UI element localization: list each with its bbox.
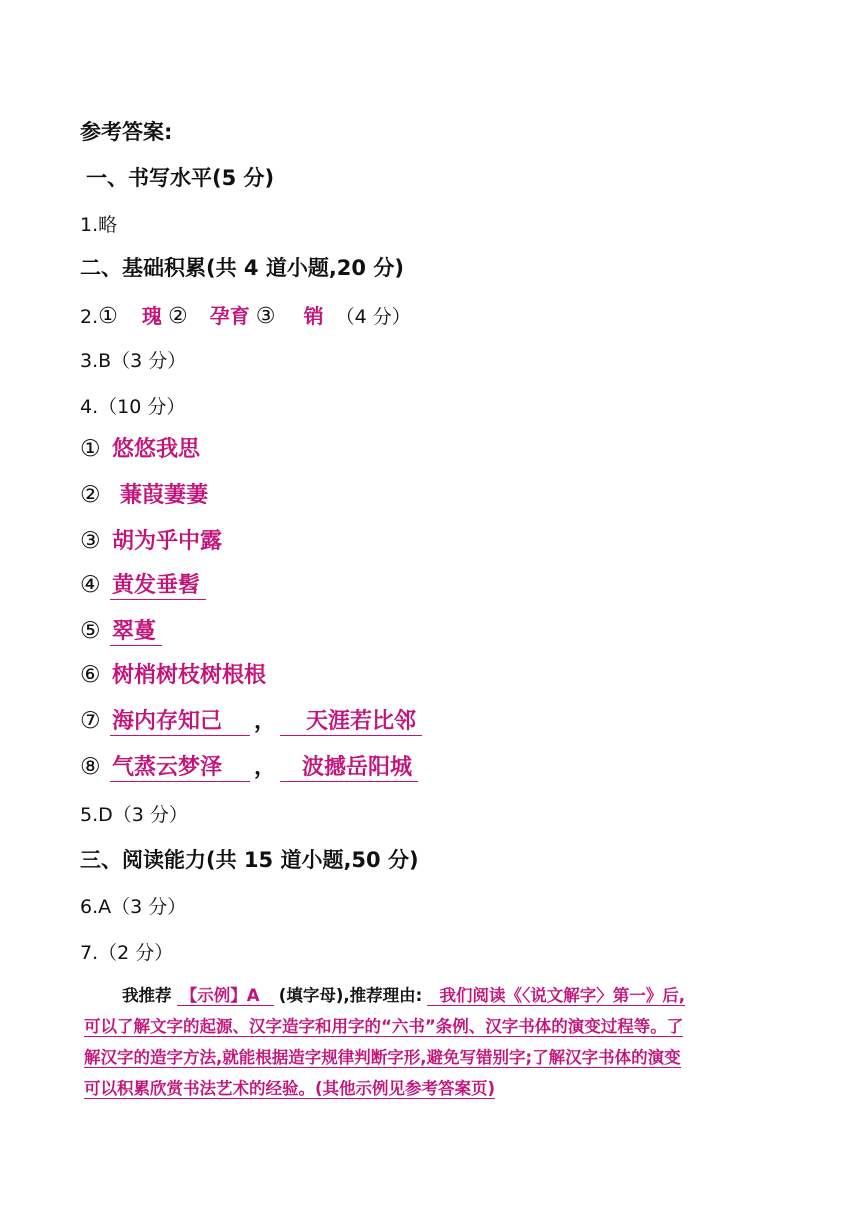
q4-item-7: [80, 704, 422, 735]
circle-mark: ②: [80, 482, 101, 508]
q4-pair-second: 波撼岳阳城: [280, 755, 418, 782]
q2-prefix: 2.: [80, 306, 99, 328]
q4-pair-sep: ，: [254, 755, 277, 780]
q7-answer-paragraph: [84, 980, 694, 1104]
q4-item-6: [80, 658, 272, 689]
circle-mark: ①: [80, 436, 101, 462]
q6-answer: 6.A（3 分）: [80, 896, 187, 918]
q5-answer: 5.D（3 分）: [80, 804, 188, 826]
q4-item-1: [80, 432, 206, 463]
q4-item-2: [80, 478, 214, 509]
q4-item-text: 蒹葭萋萋: [120, 483, 209, 508]
q7-fill-note: (填字母),推荐理由:: [278, 986, 423, 1005]
q2-mark1: ①: [98, 304, 118, 329]
q4-item-text: 悠悠我思: [112, 437, 201, 462]
q4-item-text: 胡为乎中露: [112, 529, 223, 554]
q4-item-text: 黄发垂髫: [110, 573, 206, 600]
circle-mark: ⑥: [80, 662, 101, 688]
q4-item-8: [80, 750, 418, 781]
q4-pair-second: 天涯若比邻: [280, 709, 422, 736]
q2-answer3: 销: [303, 304, 324, 328]
circle-mark: ⑤: [80, 618, 101, 644]
q4-pair-first: 海内存知己: [110, 709, 250, 736]
q4-item-3: [80, 524, 228, 555]
section1-heading: 一、书写水平(5 分): [86, 166, 275, 190]
q4-label: 4.（10 分）: [80, 396, 186, 418]
section2-heading: 二、基础积累(共 4 道小题,20 分): [80, 256, 404, 280]
circle-mark: ⑦: [80, 708, 101, 734]
q3-answer: 3.B（3 分）: [80, 350, 187, 372]
q1-answer: 1.略: [80, 214, 118, 236]
q4-item-4: [80, 568, 206, 599]
q2-answer: [80, 300, 411, 329]
section3-heading: 三、阅读能力(共 15 道小题,50 分): [80, 848, 419, 872]
q4-item-5: [80, 614, 162, 645]
q4-pair-sep: ，: [254, 709, 277, 734]
q7-choice: 【示例】A: [177, 986, 274, 1006]
q7-label: 7.（2 分）: [80, 942, 174, 964]
circle-mark: ④: [80, 572, 101, 598]
q7-lead: 我推荐: [122, 986, 172, 1005]
q4-item-text: 树梢树枝树根根: [112, 663, 267, 688]
page-title: 参考答案:: [80, 120, 173, 144]
q2-mark2: ②: [167, 304, 188, 329]
circle-mark: ③: [80, 528, 101, 554]
q2-answer2: 孕育: [209, 304, 250, 328]
q2-mark3: ③: [255, 304, 276, 329]
q2-score: （4 分）: [335, 306, 411, 328]
q2-answer1: 瑰: [141, 304, 162, 328]
circle-mark: ⑧: [80, 754, 101, 780]
q4-pair-first: 气蒸云梦泽: [110, 755, 250, 782]
q4-item-text: 翠蔓: [110, 619, 162, 646]
q7-reason: 我们阅读《〈说文解字〉第一》后,可以了解文字的起源、汉字造字和用字的“六书”条例、汉字书体的演变过程等。了解汉字的造字方法,就能根据造字规律判断字形,避免写错别字;了解汉字书体的演变可以积累欣赏书法艺术的经验。(其他示例见参考答案页): [84, 986, 686, 1098]
